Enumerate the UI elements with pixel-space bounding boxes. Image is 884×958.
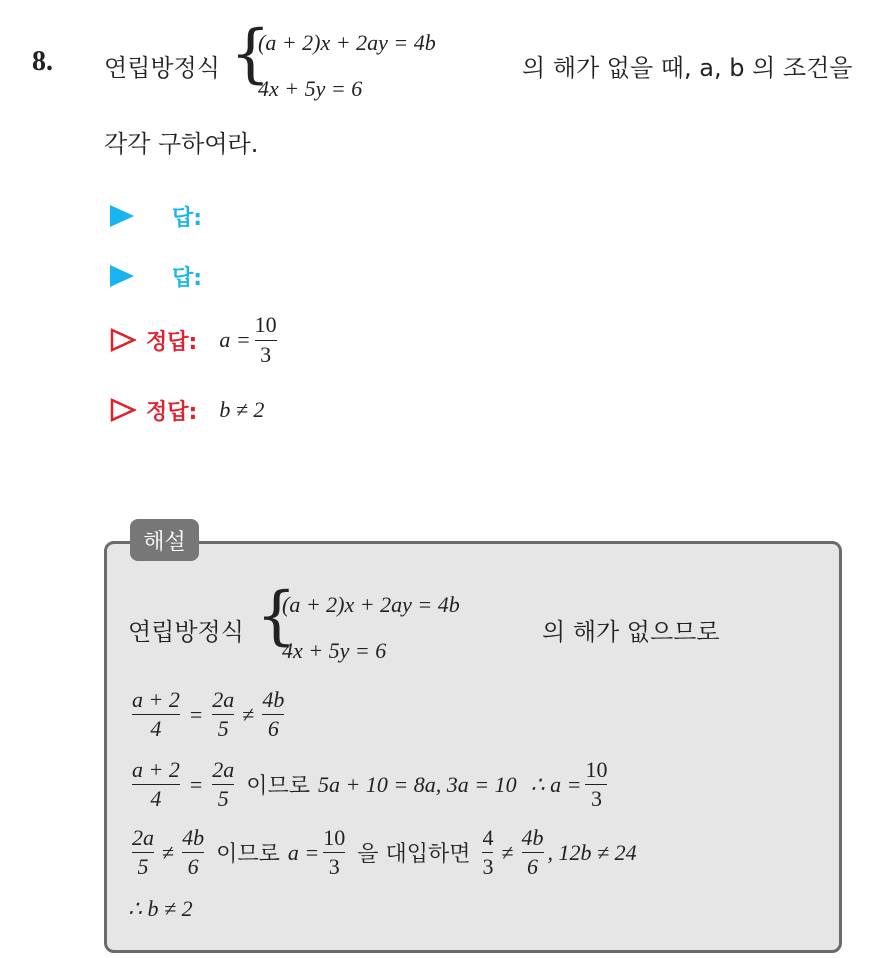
answer-marker-icon: [110, 205, 134, 227]
correct-label: 정답:: [146, 399, 198, 425]
correct1-lhs: a =: [219, 327, 251, 352]
solution-eq2: 4x + 5y = 6: [282, 638, 387, 663]
solution-line2: $\frac{a + 2}{4}$ = $\frac{2a}{5}$ ≠ $\frac{4b}{6}$: [132, 687, 285, 742]
problem-number: 8.: [32, 46, 53, 77]
solution-line5: ∴ b ≠ 2: [128, 896, 193, 921]
solution-line3: $\frac{a + 2}{4}$ = $\frac{2a}{5}$ 이므로 5a + 10 = 8a, 3a = 10 ∴ a = $\frac{10}{3}$: [132, 757, 608, 812]
answer-label: 답:: [172, 265, 203, 291]
correct1-fraction: $\frac{10}{3}$: [254, 312, 277, 367]
answer-row-2: [110, 256, 202, 296]
problem-eq1: (a + 2)x + 2ay = 4b: [258, 30, 436, 55]
solution-line1-tail: 의 해가 없으므로: [542, 618, 720, 646]
solution-line4: $\frac{2a}{5}$ ≠ $\frac{4b}{6}$ 이므로 a = $\frac{10}{3}$ 을 대입하면 $\frac{4}{3}$ ≠ $\frac{4b}{6}$ , 12b ≠ 24: [132, 825, 637, 880]
correct-marker-icon: [110, 328, 136, 352]
solution-tag: 해설: [130, 519, 199, 561]
problem-intro: 연립방정식: [104, 54, 220, 82]
solution-system-brace: {: [256, 579, 297, 653]
answer-label: 답:: [172, 205, 203, 231]
correct2-value: b ≠ 2: [219, 397, 265, 422]
system-brace: {: [230, 17, 271, 91]
correct-marker-icon: [110, 398, 136, 422]
solution-eq1: (a + 2)x + 2ay = 4b: [282, 592, 460, 617]
correct-answer-row-1: [110, 312, 281, 367]
correct-label: 정답:: [146, 329, 198, 355]
problem-eq2: 4x + 5y = 6: [258, 76, 363, 101]
answer-marker-icon: [110, 265, 134, 287]
solution-intro: 연립방정식: [128, 618, 244, 646]
problem-condition: 의 해가 없을 때, a, b 의 조건을: [522, 54, 853, 82]
solution-box: [104, 541, 842, 953]
correct-answer-row-2: [110, 390, 264, 430]
problem-continuation: 각각 구하여라.: [104, 130, 259, 158]
answer-row-1: [110, 196, 202, 236]
